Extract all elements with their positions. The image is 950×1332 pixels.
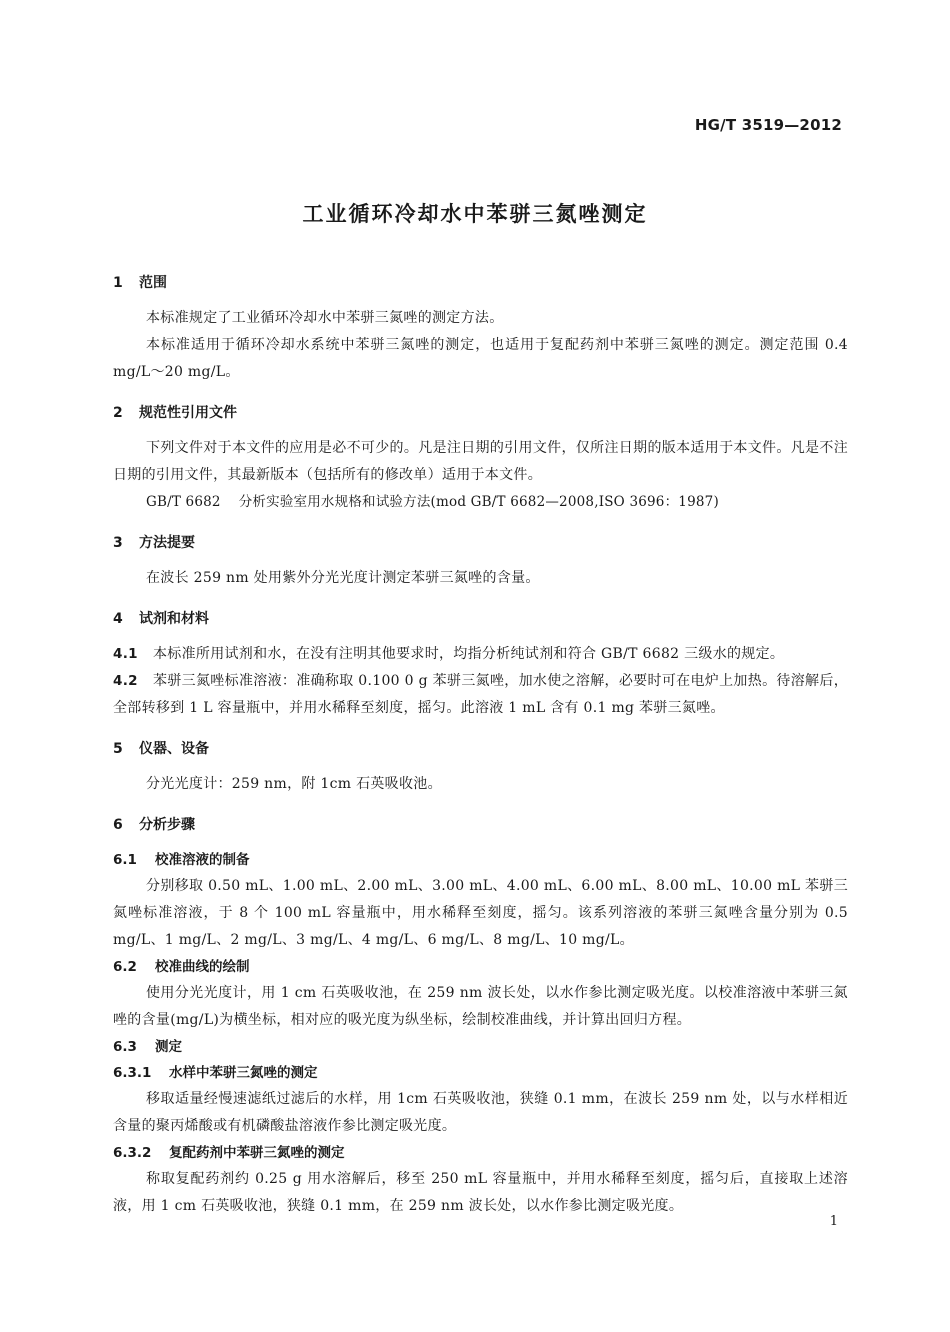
subsection-title: 校准溶液的制备 xyxy=(155,852,250,868)
subsection-number: 6.3.2 xyxy=(113,1145,152,1161)
subsection-6-3-1-text: 移取适量经慢速滤纸过滤后的水样，用 1cm 石英吸收池，狭缝 0.1 mm，在波长 259 nm 处，以与水样相近含量的聚丙烯酸或有机磷酸盐溶液作参比测定吸光度。 xyxy=(113,1091,848,1134)
subsection-6-3-2-text: 称取复配药剂约 0.25 g 用水溶解后，移至 250 mL 容量瓶中，并用水稀释至刻度，摇匀后，直接取上述溶液，用 1 cm 石英吸收池，狭缝 0.1 mm，在 259 nm 波长处，以水作参比测定吸光度。 xyxy=(113,1171,848,1214)
section-2-paragraph-1: 下列文件对于本文件的应用是必不可少的。凡是注日期的引用文件，仅所注日期的版本适用于本文件。凡是不注日期的引用文件，其最新版本（包括所有的修改单）适用于本文件。 xyxy=(113,440,848,483)
subsection-title: 水样中苯骈三氮唑的测定 xyxy=(169,1065,318,1081)
section-number: 1 xyxy=(113,275,123,291)
subsection-number: 6.1 xyxy=(113,852,137,868)
section-1-paragraph-1: 本标准规定了工业循环冷却水中苯骈三氮唑的测定方法。 xyxy=(146,310,504,326)
subsection-6-2-text: 使用分光光度计，用 1 cm 石英吸收池，在 259 nm 波长处，以水作参比测定吸光度。以校准溶液中苯骈三氮唑的含量(mg/L)为横坐标，相对应的吸光度为纵坐标，绘制校准曲线，并计算出回归方程。 xyxy=(113,985,848,1028)
section-number: 5 xyxy=(113,741,123,757)
subsection-title: 校准曲线的绘制 xyxy=(155,959,250,975)
page-number: 1 xyxy=(829,1214,838,1229)
subsection-6-1-heading xyxy=(113,847,848,873)
section-6-heading xyxy=(113,812,848,838)
subsection-6-3-1-heading xyxy=(113,1060,848,1086)
subsection-title: 复配药剂中苯骈三氮唑的测定 xyxy=(169,1145,345,1161)
document-body xyxy=(113,270,848,1220)
section-title: 范围 xyxy=(139,275,167,291)
section-title: 分析步骤 xyxy=(139,817,195,833)
subsection-number: 6.3.1 xyxy=(113,1065,152,1081)
section-3-heading xyxy=(113,530,848,556)
section-title: 仪器、设备 xyxy=(139,741,209,757)
section-title: 试剂和材料 xyxy=(139,611,209,627)
section-1-heading xyxy=(113,270,848,296)
clause-4-1 xyxy=(113,641,848,668)
section-number: 4 xyxy=(113,611,123,627)
subsection-title: 测定 xyxy=(155,1039,182,1055)
subsection-6-2-heading xyxy=(113,954,848,980)
normative-reference xyxy=(113,489,848,516)
section-number: 3 xyxy=(113,535,123,551)
section-3-paragraph-1: 在波长 259 nm 处用紫外分光光度计测定苯骈三氮唑的含量。 xyxy=(146,570,540,586)
subsection-6-3-heading xyxy=(113,1034,848,1060)
section-2-heading xyxy=(113,400,848,426)
subsection-number: 6.3 xyxy=(113,1039,137,1055)
document-title: 工业循环冷却水中苯骈三氮唑测定 xyxy=(302,202,648,226)
clause-number: 4.1 xyxy=(113,646,138,662)
section-1-paragraph-2: 本标准适用于循环冷却水系统中苯骈三氮唑的测定，也适用于复配药剂中苯骈三氮唑的测定。测定范围 0.4 mg/L～20 mg/L。 xyxy=(113,337,848,380)
section-5-paragraph-1: 分光光度计：259 nm，附 1cm 石英吸收池。 xyxy=(146,776,442,792)
section-4-heading xyxy=(113,606,848,632)
section-title: 规范性引用文件 xyxy=(139,405,237,421)
reference-title: 分析实验室用水规格和试验方法(mod GB/T 6682—2008,ISO 3696：1987) xyxy=(238,494,719,510)
reference-code: GB/T 6682 xyxy=(146,494,221,510)
clause-number: 4.2 xyxy=(113,673,138,689)
standard-code: HG/T 3519—2012 xyxy=(694,116,842,134)
section-5-heading xyxy=(113,736,848,762)
section-number: 2 xyxy=(113,405,123,421)
clause-4-2 xyxy=(113,668,848,722)
subsection-number: 6.2 xyxy=(113,959,137,975)
clause-text: 苯骈三氮唑标准溶液：准确称取 0.100 0 g 苯骈三氮唑，加水使之溶解，必要时可在电炉上加热。待溶解后，全部转移到 1 L 容量瓶中，并用水稀释至刻度，摇匀。此溶液 1 mL 含有 0.1 mg 苯骈三氮唑。 xyxy=(113,673,848,716)
subsection-6-3-2-heading xyxy=(113,1140,848,1166)
section-title: 方法提要 xyxy=(139,535,195,551)
section-number: 6 xyxy=(113,817,123,833)
clause-text: 本标准所用试剂和水，在没有注明其他要求时，均指分析纯试剂和符合 GB/T 6682 三级水的规定。 xyxy=(153,646,785,662)
subsection-6-1-text: 分别移取 0.50 mL、1.00 mL、2.00 mL、3.00 mL、4.00 mL、6.00 mL、8.00 mL、10.00 mL 苯骈三氮唑标准溶液，于 8 个 100 mL 容量瓶中，用水稀释至刻度，摇匀。该系列溶液的苯骈三氮唑含量分别为 0.5 mg/L、1 mg/L、2 mg/L、3 mg/L、4 mg/L、6 mg/L、8 mg/L、10 mg/L。 xyxy=(113,878,848,948)
